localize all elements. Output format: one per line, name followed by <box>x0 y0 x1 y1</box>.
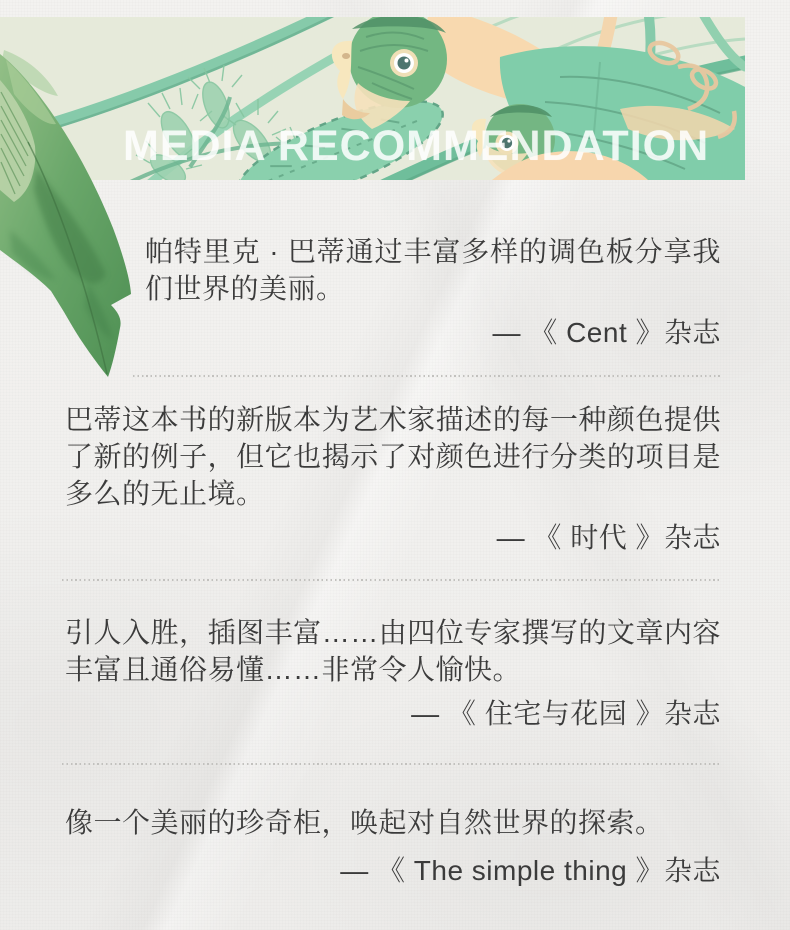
quote-house-garden <box>65 614 721 731</box>
quote-attribution: — 《 住宅与花园 》杂志 <box>411 698 721 729</box>
banner-title: MEDIA RECOMMENDATION <box>123 122 710 170</box>
dotted-divider <box>133 375 720 377</box>
quote-text: 引人入胜，插图丰富……由四位专家撰写的文章内容丰富且通俗易懂……非常令人愉快。 <box>65 617 721 685</box>
quote-simple-thing <box>65 804 721 888</box>
watercolor-leaf-icon <box>0 50 140 385</box>
quote-text: 帕特里克 · 巴蒂通过丰富多样的调色板分享我们世界的美丽。 <box>145 236 721 304</box>
dotted-divider <box>62 763 720 765</box>
quote-cent <box>145 233 721 350</box>
quote-text: 像一个美丽的珍奇柜，唤起对自然世界的探索。 <box>65 807 664 838</box>
quote-attribution: — 《 时代 》杂志 <box>496 522 721 553</box>
quote-time <box>65 401 721 555</box>
quote-attribution: — 《 The simple thing 》杂志 <box>340 855 721 886</box>
quote-text: 巴蒂这本书的新版本为艺术家描述的每一种颜色提供了新的例子，但它也揭示了对颜色进行分类的项目是多么的无止境。 <box>65 404 721 509</box>
dotted-divider <box>62 579 720 581</box>
quote-attribution: — 《 Cent 》杂志 <box>492 317 721 348</box>
